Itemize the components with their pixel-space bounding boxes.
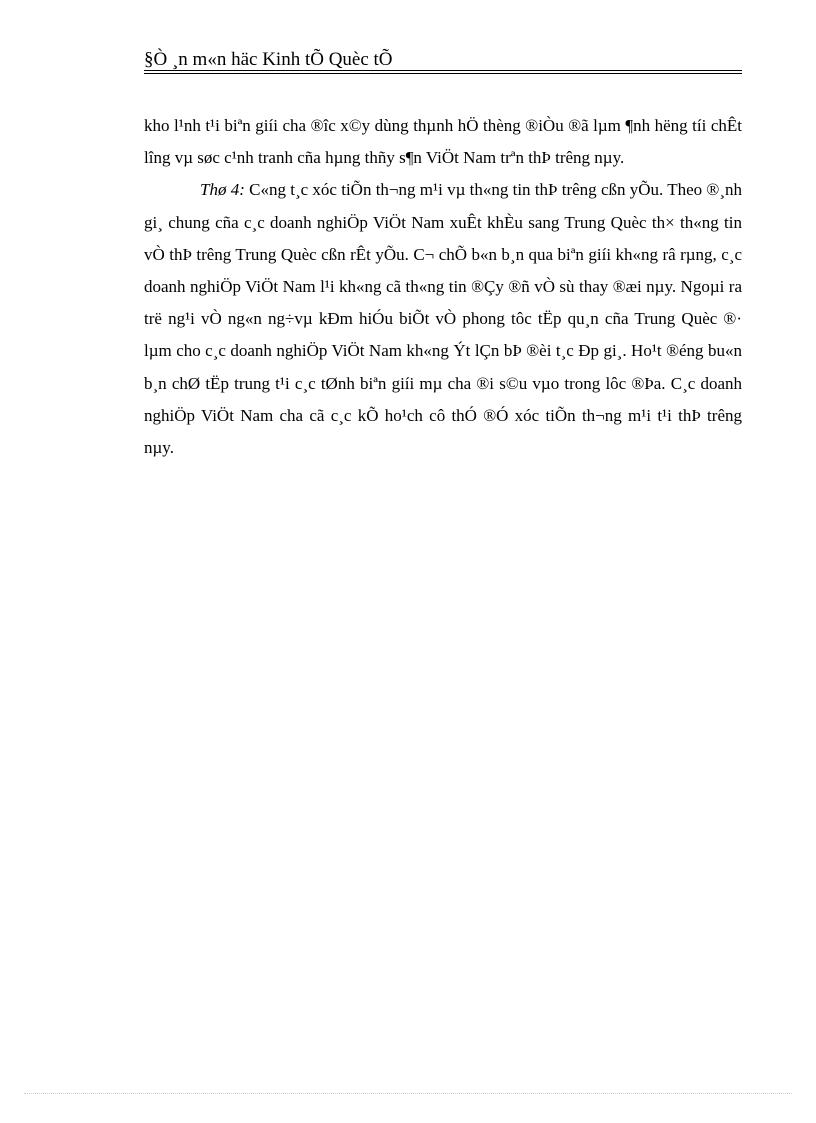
paragraph-2-lead: Thø 4: <box>200 180 245 200</box>
body-text <box>144 110 742 464</box>
page-bottom-border <box>24 1093 792 1094</box>
paragraph-2-text: C«ng t¸c xóc tiÕn th¬ng m¹i vµ th«ng tin thÞ trêng cßn yÕu. Theo ®¸nh gi¸ chung cña c¸c doanh nghiÖp ViÖt Nam xuÊt khÈu sang Trung Quèc th× th«ng tin vÒ thÞ trêng Trung Quèc cßn rÊt yÕu. C¬ chÕ b«n b¸n qua biªn giíi kh«ng râ rµng, c¸c doanh nghiÖp ViÖt Nam l¹i kh«ng cã th«ng tin ®Çy ®ñ vÒ sù thay ®æi nµy. Ngoµi ra trë ng¹i vÒ ng«n ng÷vµ kÐm hiÓu biÕt vÒ phong tôc tËp qu¸n cña Trung Quèc ®· lµm cho c¸c doanh nghiÖp ViÖt Nam kh«ng Ýt lÇn bÞ ®èi t¸c Ðp gi¸. Ho¹t ®éng bu«n b¸n chØ tËp trung t¹i c¸c tØnh biªn giíi mµ cha ®i s©u vµo trong lôc ®Þa. C¸c doanh nghiÖp ViÖt Nam cha cã c¸c kÕ ho¹ch cô thÓ ®Ó xóc tiÕn th¬ng m¹i t¹i thÞ trêng nµy. <box>144 180 742 458</box>
header-double-rule <box>144 70 742 74</box>
header-title: §Ò ¸n m«n häc Kinh tÕ Quèc tÕ <box>144 49 393 70</box>
paragraph-1: kho l¹nh t¹i biªn giíi cha ®îc x©y dùng thµnh hÖ thèng ®iÒu ®ã lµm ¶nh hëng tíi chÊt lîng vµ søc c¹nh tranh cña hµng thñy s¶n ViÖt Nam trªn thÞ trêng nµy. <box>144 116 742 168</box>
paragraph-2 <box>144 174 742 464</box>
page-header <box>144 48 742 72</box>
